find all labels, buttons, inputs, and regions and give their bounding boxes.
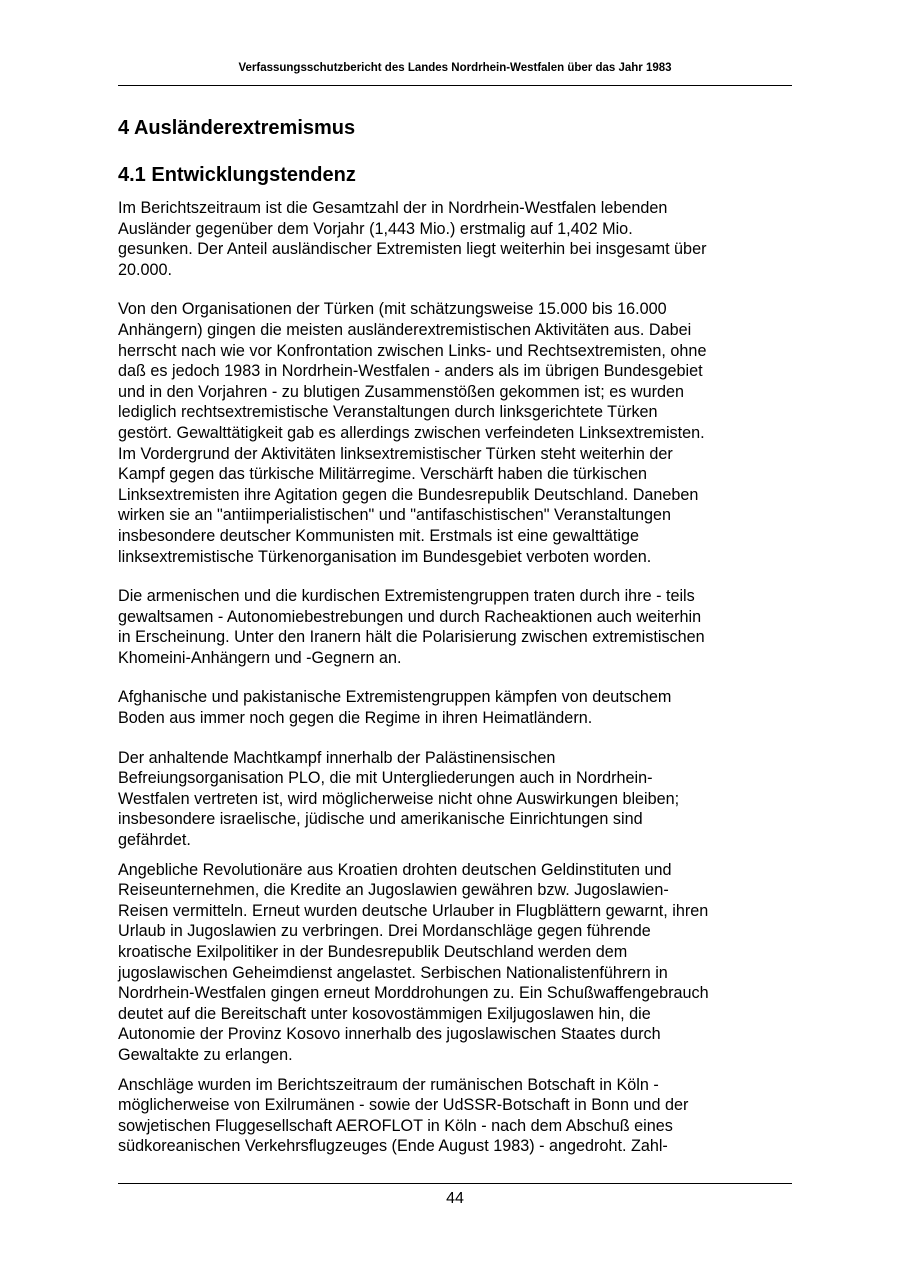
paragraph-afghan-pakistani: Afghanische und pakistanische Extremistengruppen kämpfen von deutschem Boden aus immer noch gegen die Regime in ihren Heimatländern. <box>118 688 672 728</box>
page-body <box>118 114 790 1166</box>
paragraph-attacks-embassies: Anschläge wurden im Berichtszeitraum der rumänischen Botschaft in Köln - möglicherweise von Exilrumänen - sowie der UdSSR-Botschaft in Bonn und der sowjetischen Fluggesellschaft AEROFLOT in Köln - nach dem Abschuß eines südkoreanischen Verkehrsflugzeuges (Ende August 1983) - angedroht. Zahl- <box>118 1075 689 1156</box>
paragraph-armenian-kurdish-iranian: Die armenischen und die kurdischen Extremistengruppen traten durch ihre - teils gewaltsamen - Autonomiebestrebungen und durch Racheaktionen auch weiterhin in Erscheinung. Unter den Iranern hält die Polarisierung zwischen extremistischen Khomeini-Anhängern und -Gegnern an. <box>118 587 705 667</box>
running-header: Verfassungsschutzbericht des Landes Nordrhein-Westfalen über das Jahr 1983 <box>238 62 672 74</box>
page-number: 44 <box>446 1190 464 1207</box>
paragraph-plo: Der anhaltende Machtkampf innerhalb der Palästinensischen Befreiungsorganisation PLO, die mit Untergliederungen auch in Nordrhein- Westfalen vertreten ist, wird möglicherweise nicht ohne Auswirkungen bleiben; insbesondere israelische, jüdische und amerikanische Einrichtungen sind gefährdet. <box>118 748 680 850</box>
paragraph-croatia-yugoslavia: Angebliche Revolutionäre aus Kroatien drohten deutschen Geldinstituten und Reiseunternehmen, die Kredite an Jugoslawien gewähren bzw. Jugoslawien- Reisen vermitteln. Erneut wurden deutsche Urlauber in Flugblättern gewarnt, ihren Urlaub in Jugoslawien zu verbringen. Drei Mordanschläge gegen führende kroatische Exilpolitiker in der Bundesrepublik Deutschland werden dem jugoslawischen Geheimdienst angelastet. Serbischen Nationalistenführern in Nordrhein-Westfalen gingen erneut Morddrohungen zu. Ein Schußwaffengebrauch deutet auf die Bereitschaft unter kosovostämmigen Exiljugoslawen hin, die Autonomie der Provinz Kosovo innerhalb des jugoslawischen Staates durch Gewaltakte zu erlangen. <box>118 860 709 1064</box>
chapter-title: 4 Ausländerextremismus <box>118 117 356 139</box>
paragraph-population: Im Berichtszeitraum ist die Gesamtzahl der in Nordrhein-Westfalen lebenden Ausländer gegenüber dem Vorjahr (1,443 Mio.) erstmalig auf 1,402 Mio. gesunken. Der Anteil ausländischer Extremisten liegt weiterhin bei insgesamt über 20.000. <box>118 199 707 279</box>
footer-divider <box>118 1183 792 1184</box>
section-title: 4.1 Entwicklungstendenz <box>118 164 356 186</box>
header-divider <box>118 85 792 86</box>
paragraph-turkish-organizations: Von den Organisationen der Türken (mit schätzungsweise 15.000 bis 16.000 Anhängern) gingen die meisten ausländerextremistischen Aktivitäten aus. Dabei herrscht nach wie vor Konfrontation zwischen Links- und Rechtsextremisten, ohne daß es jedoch 1983 in Nordrhein-Westfalen - anders als im übrigen Bundesgebiet und in den Vorjahren - zu blutigen Zusammenstößen gekommen ist; es wurden lediglich rechtsextremistische Veranstaltungen durch linksgerichtete Türken gestört. Gewalttätigkeit gab es allerdings zwischen verfeindeten Linksextremisten. Im Vordergrund der Aktivitäten linksextremistischer Türken steht weiterhin der Kampf gegen das türkische Militärregime. Verschärft haben die türkischen Linksextremisten ihre Agitation gegen die Bundesrepublik Deutschland. Daneben wirken sie an "antiimperialistischen" und "antifaschistischen" Veranstaltungen insbesondere deutscher Kommunisten mit. Erstmals ist eine gewalttätige linksextremistische Türkenorganisation im Bundesgebiet verboten worden. <box>118 300 707 566</box>
